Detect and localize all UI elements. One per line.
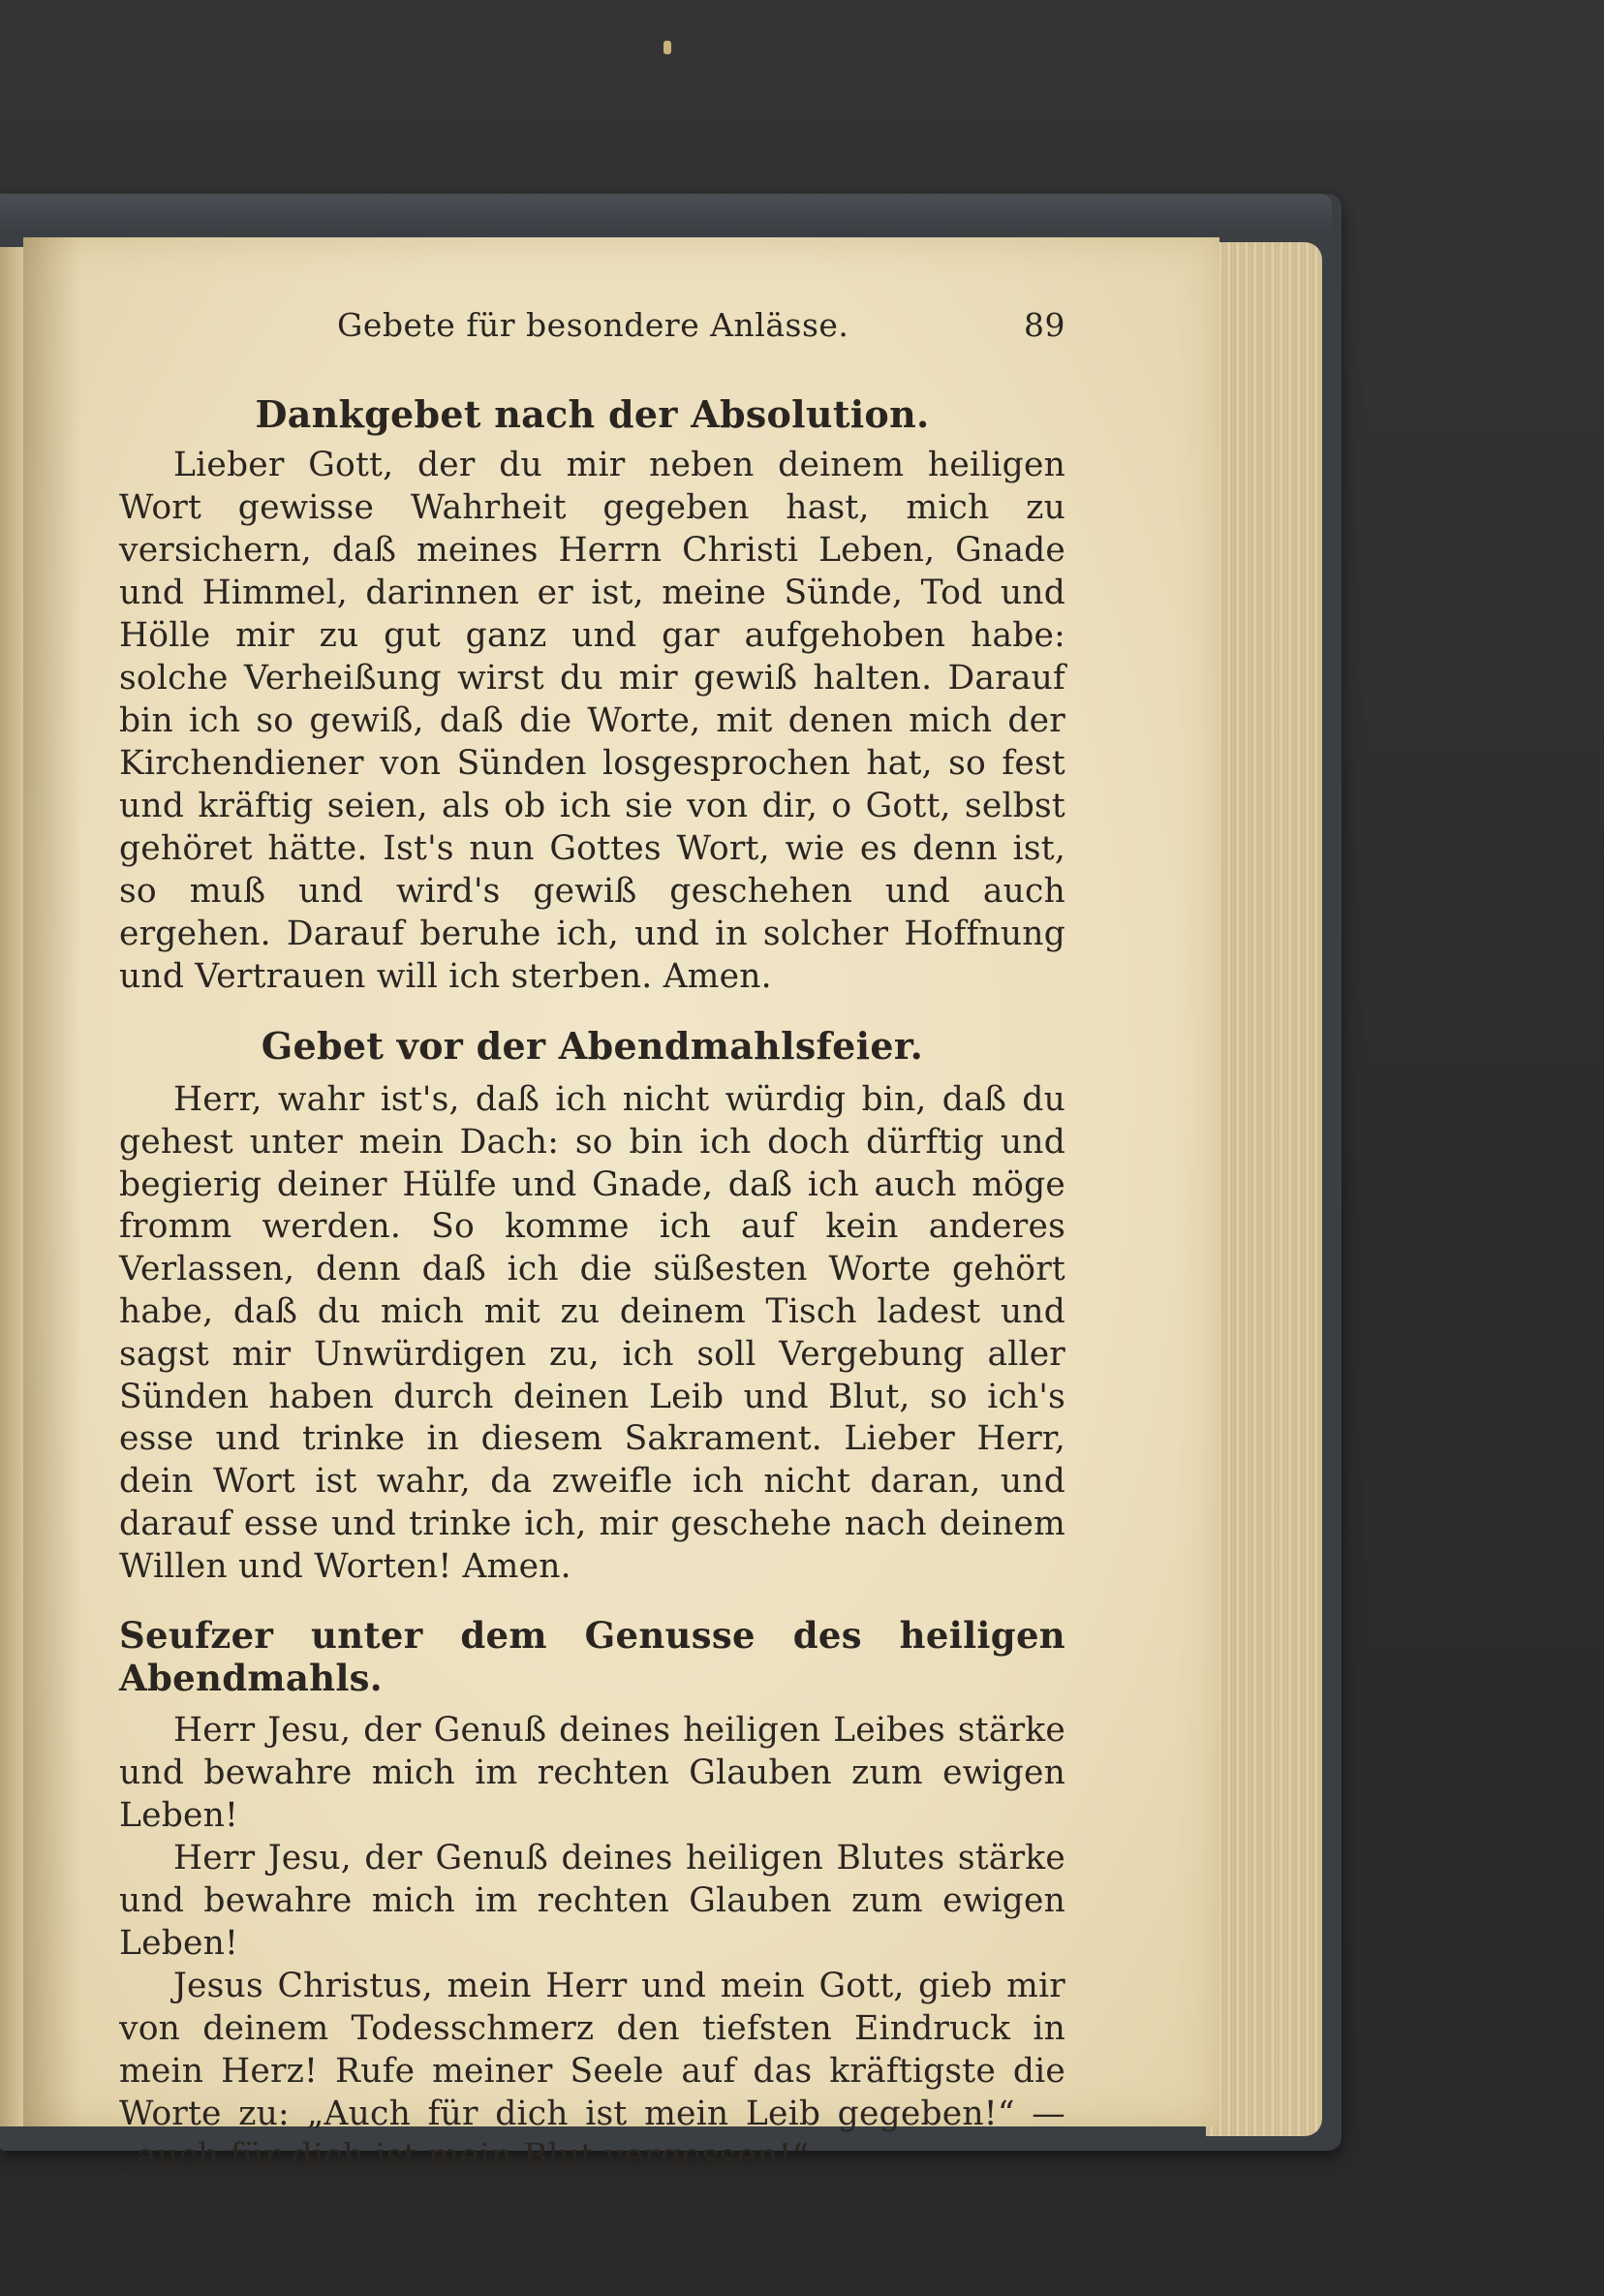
running-title: Gebete für besondere Anlässe. <box>337 306 849 344</box>
book-cover-top-edge <box>0 194 1332 234</box>
left-page-edge <box>0 247 23 2126</box>
section-paragraph: Jesus Christus, mein Herr und mein Gott, gieb mir von deinem Todesschmerz den tiefsten Eindruck in mein Herz! Rufe meiner Seele auf das kräftigste die Worte zu: „Auch für dich ist mein Leib gegeben!“ — „auch für dich ist mein Blut vergossen!“ <box>119 1966 1065 2176</box>
section-paragraph: Herr Jesu, der Genuß deines heiligen Leibes stärke und bewahre mich im rechten Glauben zum ewigen Leben! <box>119 1710 1065 1835</box>
page-block-edges <box>1206 242 1322 2136</box>
page-number: 89 <box>1024 306 1065 344</box>
section-heading: Seufzer unter dem Genusse des heiligen Abendmahls. <box>119 1613 1065 1699</box>
section-heading: Dankgebet nach der Absolution. <box>255 392 930 436</box>
section-heading: Gebet vor der Abendmahlsfeier. <box>261 1024 924 1068</box>
page-text-block <box>119 306 1065 2178</box>
section-paragraph: Herr, wahr ist's, daß ich nicht würdig bin, daß du gehest unter mein Dach: so bin ich doch dürftig und begierig deiner Hülfe und Gnade, daß ich auch möge fromm werden. So komme ich auf kein anderes Verlassen, denn daß ich die süßesten Worte gehört habe, daß du mich mit zu deinem Tisch ladest und sagst mir Unwürdigen zu, ich soll Vergebung aller Sünden haben durch deinen Leib und Blut, so ich's esse und trinke in diesem Sakrament. Lieber Herr, dein Wort ist wahr, da zweifle ich nicht daran, und darauf esse und trinke ich, mir geschehe nach deinem Willen und Worten! Amen. <box>119 1080 1065 1586</box>
running-head <box>337 306 1065 357</box>
binding-thread-mark <box>663 41 671 54</box>
gutter-shadow <box>23 237 81 2126</box>
section-paragraph: Lieber Gott, der du mir neben deinem heiligen Wort gewisse Wahrheit gegeben hast, mich zu versichern, daß meines Herrn Christi Leben, Gnade und Himmel, darinnen er ist, meine Sünde, Tod und Hölle mir zu gut ganz und gar aufgehoben habe: solche Verheißung wirst du mir gewiß halten. Darauf bin ich so gewiß, daß die Worte, mit denen mich der Kirchendiener von Sünden losgesprochen hat, so fest und kräftig seien, als ob ich sie von dir, o Gott, selbst gehöret hätte. Ist's nun Gottes Wort, wie es denn ist, so muß und wird's gewiß geschehen und auch ergehen. Darauf beruhe ich, und in solcher Hoffnung und Vertrauen will ich sterben. Amen. <box>119 446 1065 996</box>
section-paragraph: Herr Jesu, der Genuß deines heiligen Blutes stärke und bewahre mich im rechten Glauben zum ewigen Leben! <box>119 1838 1065 1963</box>
